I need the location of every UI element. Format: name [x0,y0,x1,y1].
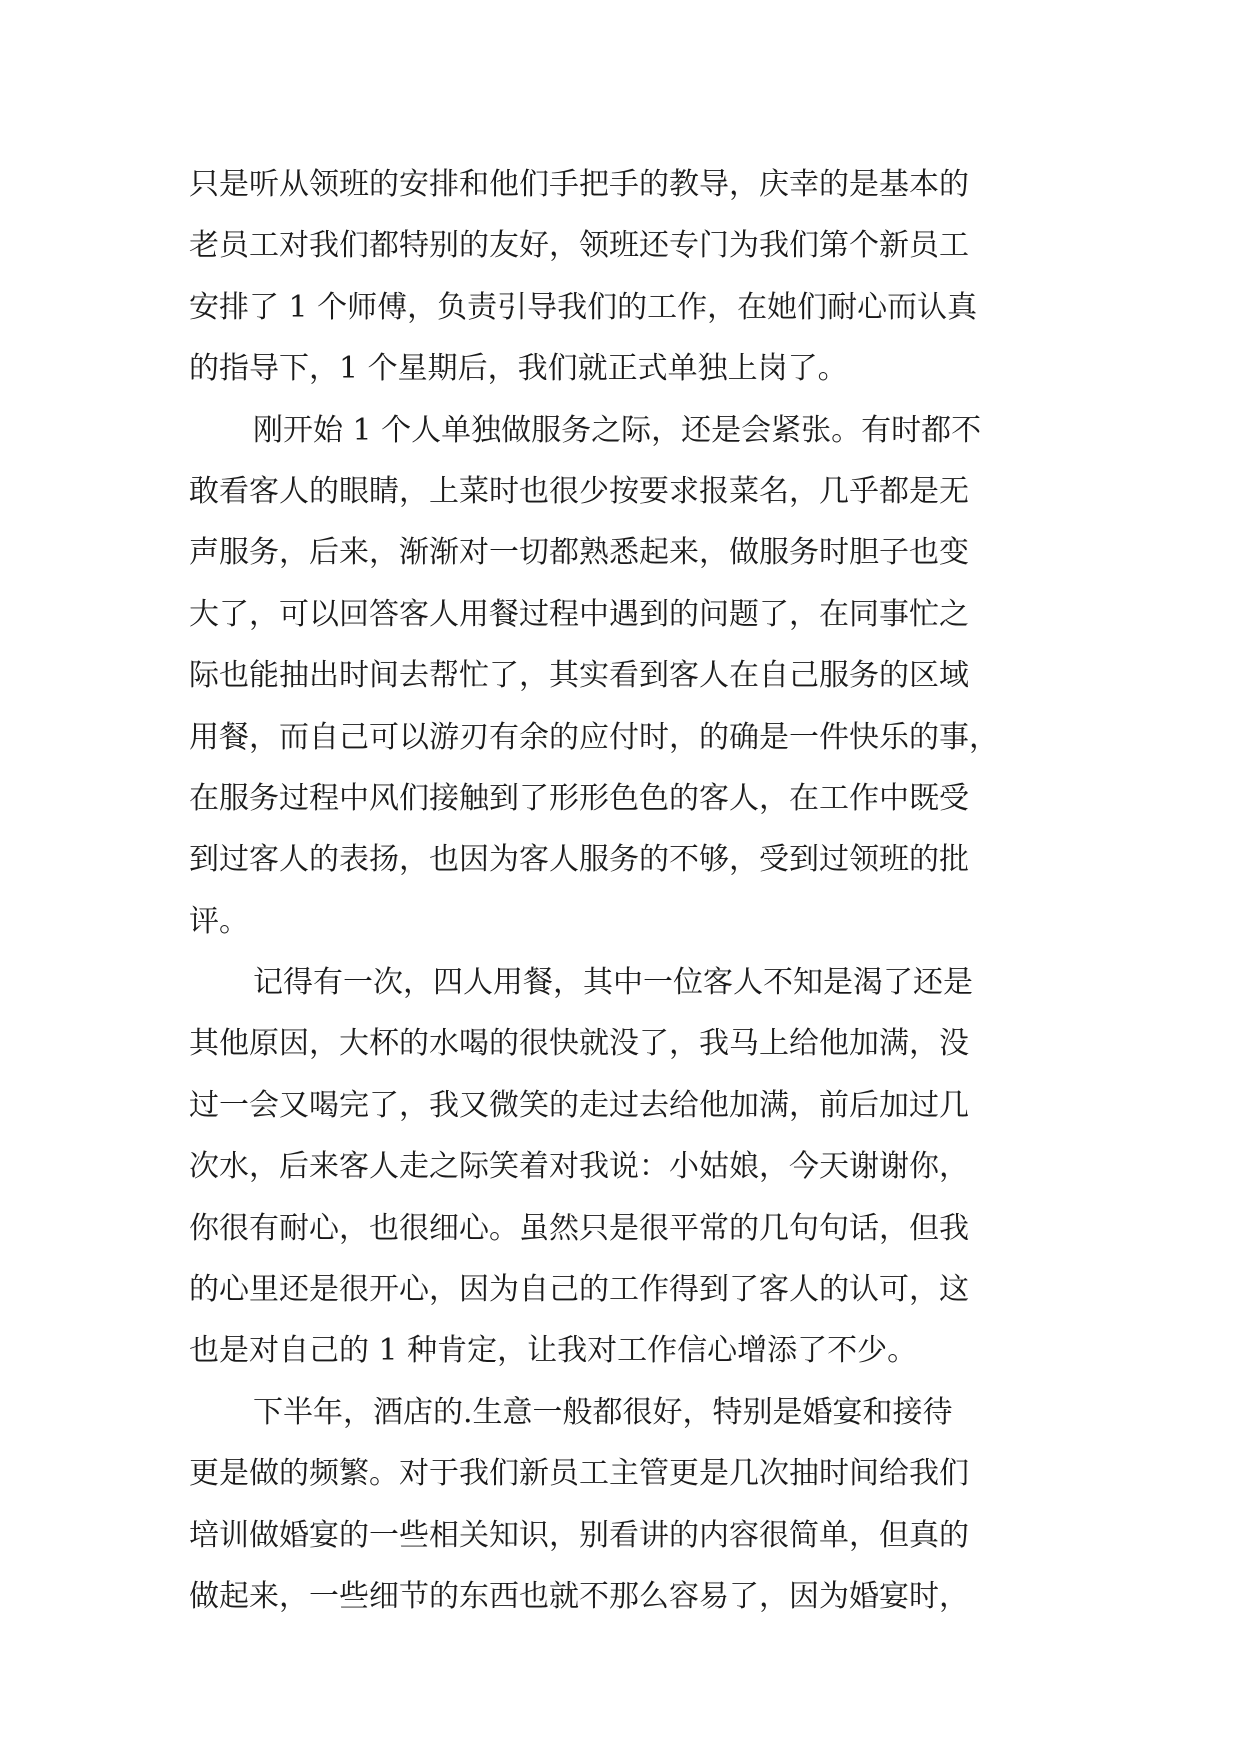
text-line: 声服务，后来，渐渐对一切都熟悉起来，做服务时胆子也变 [189,535,969,571]
text-line: 用餐，而自己可以游刃有余的应付时，的确是一件快乐的事， [189,719,999,755]
text-line: 次水，后来客人走之际笑着对我说：小姑娘，今天谢谢你， [189,1149,969,1185]
text-line: 更是做的频繁。对于我们新员工主管更是几次抽时间给我们 [189,1456,969,1492]
text-line: 到过客人的表扬，也因为客人服务的不够，受到过领班的批 [189,842,969,878]
text-line: 的心里还是很开心，因为自己的工作得到了客人的认可，这 [189,1272,969,1308]
text-line: 在服务过程中风们接触到了形形色色的客人，在工作中既受 [189,780,969,816]
text-line: 培训做婚宴的一些相关知识，别看讲的内容很简单，但真的 [189,1517,969,1553]
text-line: 做起来，一些细节的东西也就不那么容易了，因为婚宴时， [189,1578,969,1614]
text-line: 你很有耐心，也很细心。虽然只是很平常的几句句话，但我 [189,1210,969,1246]
text-line: 际也能抽出时间去帮忙了，其实看到客人在自己服务的区域 [189,658,969,694]
text-line: 评。 [189,903,249,939]
text-line: 的指导下，1 个星期后，我们就正式单独上岗了。 [189,351,848,387]
text-line: 大了，可以回答客人用餐过程中遇到的问题了，在同事忙之 [189,596,969,632]
paragraph-first-line: 下半年，酒店的.生意一般都很好，特别是婚宴和接待 [253,1394,953,1430]
text-line: 其他原因，大杯的水喝的很快就没了，我马上给他加满，没 [189,1026,969,1062]
text-line: 敢看客人的眼睛，上菜时也很少按要求报菜名，几乎都是无 [189,473,969,509]
text-line: 只是听从领班的安排和他们手把手的教导，庆幸的是基本的 [189,167,969,202]
paragraph-first-line: 刚开始 1 个人单独做服务之际，还是会紧张。有时都不 [253,412,982,448]
text-line: 也是对自己的 1 种肯定，让我对工作信心增添了不少。 [189,1333,918,1369]
text-line: 过一会又喝完了，我又微笑的走过去给他加满，前后加过几 [189,1087,969,1123]
paragraph-first-line: 记得有一次，四人用餐，其中一位客人不知是渴了还是 [253,965,973,1001]
text-line: 老员工对我们都特别的友好，领班还专门为我们第个新员工 [189,228,969,264]
document-body [189,154,1053,1627]
text-line: 安排了 1 个师傅，负责引导我们的工作，在她们耐心而认真 [189,289,978,325]
